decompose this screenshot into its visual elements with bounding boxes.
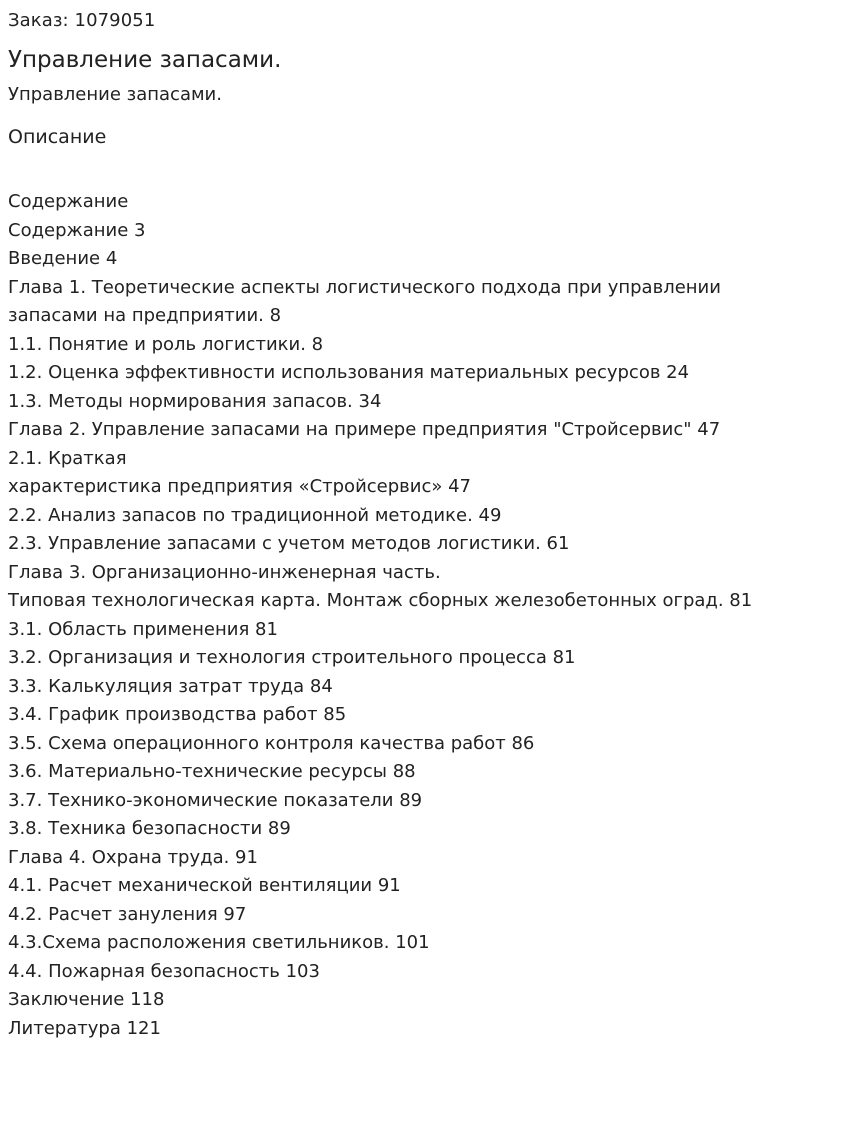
toc-item: 3.1. Область применения 81 <box>8 618 278 640</box>
toc-item: 3.4. График производства работ 85 <box>8 704 347 725</box>
toc-item: Заключение 118 <box>8 989 165 1010</box>
toc-item: 4.1. Расчет механической вентиляции 91 <box>8 875 401 896</box>
toc-item: 3.3. Калькуляция затрат труда 84 <box>8 675 333 697</box>
description-label: Описание <box>8 126 107 148</box>
toc-item: 4.3.Схема расположения светильников. 101 <box>8 932 430 953</box>
toc-item: 2.1. Краткая <box>8 447 127 469</box>
toc-item: 3.8. Техника безопасности 89 <box>8 818 291 839</box>
toc-item: 2.2. Анализ запасов по традиционной методике. 49 <box>8 504 502 526</box>
toc-item: 2.3. Управление запасами с учетом методов логистики. 61 <box>8 533 570 554</box>
toc-heading: Содержание <box>8 191 129 212</box>
toc-item: Содержание 3 <box>8 219 146 241</box>
toc-item: запасами на предприятии. 8 <box>8 305 282 326</box>
document-subtitle: Управление запасами. <box>8 84 222 105</box>
toc-item: Глава 1. Теоретические аспекты логистического подхода при управлении <box>8 276 721 298</box>
toc-item: Глава 4. Охрана труда. 91 <box>8 846 258 868</box>
toc-item: 1.3. Методы нормирования запасов. 34 <box>8 390 382 412</box>
toc-item: 3.5. Схема операционного контроля качества работ 86 <box>8 732 535 754</box>
toc-item: Глава 3. Организационно-инженерная часть. <box>8 561 441 583</box>
table-of-contents <box>8 188 839 1043</box>
toc-item: 3.6. Материально-технические ресурсы 88 <box>8 761 416 782</box>
toc-item: 4.2. Расчет зануления 97 <box>8 903 247 925</box>
toc-item: 3.2. Организация и технология строительного процесса 81 <box>8 647 576 668</box>
toc-item: Глава 2. Управление запасами на примере предприятия "Стройсервис" 47 <box>8 419 721 440</box>
toc-item: Типовая технологическая карта. Монтаж сборных железобетонных оград. 81 <box>8 590 753 611</box>
toc-item: характеристика предприятия «Стройсервис» 47 <box>8 476 472 497</box>
toc-item: 1.1. Понятие и роль логистики. 8 <box>8 333 324 355</box>
toc-item: 1.2. Оценка эффективности использования материальных ресурсов 24 <box>8 362 690 383</box>
document-title: Управление запасами. <box>8 47 282 73</box>
toc-item: 4.4. Пожарная безопасность 103 <box>8 960 320 982</box>
toc-item: Введение 4 <box>8 248 118 269</box>
toc-item: Литература 121 <box>8 1017 161 1039</box>
order-number: Заказ: 1079051 <box>8 10 156 31</box>
toc-item: 3.7. Технико-экономические показатели 89 <box>8 789 423 811</box>
